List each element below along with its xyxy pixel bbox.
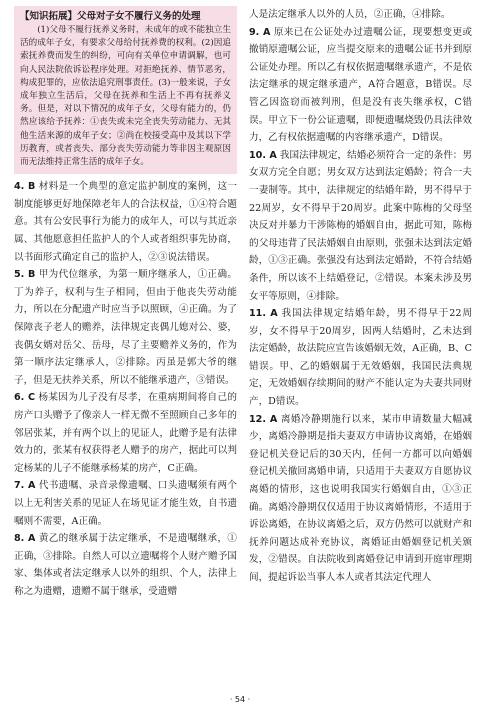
answer-text: 原来已在公证处办过遗嘱公证，现要想变更或撤销原遗嘱公证，应当提交原来的遗嘱公证书并到原公证处办理。所以乙有权依据遗嘱继承遗产，不是依法定继承的规定继承遗产，A符合题意，B错误。尽管乙因盗窃而被判刑，但是没有丧失继承权，C错误。甲立下一份公证遗嘱，即便遗嘱烧毁仍具法律效力，乙有权依据遗嘱的内容继承遗产，D错误。 [249,26,472,144]
left-column [14,6,237,600]
answer-number: 7. A [14,480,36,492]
answer-text: 黄乙的继承属于法定继承，不是遗嘱继承，①正确，③排除。自然人可以立遗嘱将个人财产赠予国家、集体或者法定继承人以外的组织、个人，法律上称之为遗赠，遗赠不属于继承，受遗赠 [14,533,237,597]
answer-number: 12. A [249,413,278,425]
right-column [249,6,472,587]
answer-item-8-continued [249,6,472,24]
box-title [20,10,231,24]
answer-number: 10. A [249,149,277,161]
answer-item-4 [14,178,237,266]
answer-number: 9. A [249,26,271,38]
page-number: · 54 · [229,695,251,704]
answer-text: 代书遗嘱、录音录像遗嘱、口头遗嘱须有两个以上无利害关系的见证人在场见证才能生效，自书遗嘱则不需要，A正确。 [14,480,237,527]
box-title-tag: 【知识拓展】 [20,11,78,22]
answer-text: 我国法律规定，结婚必须符合一定的条件：男女双方完全自愿；男女双方达到法定婚龄；符合一夫一妻制等。其中，法律规定的结婚年龄，男不得早于22周岁，女不得早于20周岁。此案中陈梅的父母坚决反对并暴力干涉陈梅的婚姻自由，据此可知，陈梅的父母违背了民法婚姻自由原则，张强未达到法定婚龄，①③正确。张强没有达到法定婚龄，不符合结婚条件，所以该不上结婚登记，②错误。本案未涉及男女平等原则，④排除。 [249,149,473,302]
answer-item-6 [14,389,237,477]
answer-item-10 [249,147,472,305]
answer-text: 甲为代位继承，为第一顺序继承人，①正确。丁为养子，权利与生子相同，但由于他丧失劳动能力，所以在分配遗产时应当予以照顾，④正确。为了保障丧子老人的赡养，法律规定丧偶儿媳对公、婆，丧偶女婿对岳父、岳母，尽了主要赡养义务的，作为第一顺序法定继承人，②排除。丙虽是郭大爷的继子，但是无扶养关系，所以不能继承遗产，③错误。 [14,269,237,386]
answer-text: 材料是一个典型的意定监护制度的案例，这一制度能够更好地保障老年人的合法权益，①④符合题意。其有公安民事行为能力的成年人，可以与其近亲属、其他愿意担任监护人的个人或者组织事先协商，以书面形式确定自己的监护人，②③说法错误。 [14,181,237,263]
answer-item-11 [249,305,472,411]
answer-text: 离婚冷静期施行以来，某市申请数量大幅减少，离婚冷静期是指夫妻双方申请协议离婚，在婚姻登记机关登记后的30天内，任何一方都可以向婚姻登记机关撤回离婚申请，只适用于夫妻双方自愿协议离婚的情形，这也说明我国实行婚姻自由，①③正确。离婚冷静期仅仅适用于协议离婚情形，不适用于诉讼离婚，在协议离婚之后，双方仍然可以就财产和抚养问题达成补充协议，离婚证由婚姻登记机关颁发，②错误。自法院收到离婚登记申请到开庭审理期间，提起诉讼当事人本人或者其法定代理人 [249,413,472,583]
box-title-text: 父母对子女不履行义务的处理 [77,11,201,22]
answer-item-8 [14,530,237,600]
knowledge-extension-box [14,6,237,174]
answer-item-9 [249,24,472,147]
answer-text: 人是法定继承人以外的人员，②正确，④排除。 [249,9,451,20]
answer-item-12 [249,411,472,587]
answer-item-5 [14,266,237,389]
box-paragraph: (1)父母不履行抚养义务时，未成年的或不能独立生活的成年子女，有要求父母给付抚养费的权利。(2)因追索抚养费而发生的纠纷，可向有关单位申请调解，也可向人民法院依诉讼程序处理。对拒绝抚养、情节恶劣，构成犯罪的，应依法追究刑事责任。(3)一般来说，子女成年独立生活后，父母在抚养和生活上不再有抚养义务。但是，对以下情况的成年子女，父母有能力的，仍然应该给予抚养：①丧失或未完全丧失劳动能力、无其他生活来源的成年子女；②尚在校接受高中及其以下学历教育，或者丧失、部分丧失劳动能力等非因主观原因而无法维持正常生活的成年子女。 [20,25,231,168]
answer-number: 6. C [14,392,36,404]
answer-number: 8. A [14,533,36,545]
answer-text: 杨某因为儿子没有尽孝，在重病期间将自己的房产口头赠予了像亲人一样无微不至照顾自己多年的邻居张某，并有两个以上的见证人，此赠予是有法律效力的，张某有权获得老人赠予的房产，据此可以判定杨某的儿子不能继承杨某的房产，C正确。 [14,392,238,474]
answer-number: 11. A [249,308,278,320]
answer-number: 5. B [14,269,36,281]
answer-item-7 [14,477,237,530]
answer-text: 我国法律规定结婚年龄，男不得早于22周岁，女不得早于20周岁，因两人结婚时，乙未达到法定婚龄，故法院应宣告该婚姻无效，A正确，B、C错误。甲、乙的婚姻属于无效婚姻，我国民法典规定，无效婚姻存续期间的财产不能认定为夫妻共同财产，D错误。 [249,308,472,408]
answer-number: 4. B [14,181,36,193]
